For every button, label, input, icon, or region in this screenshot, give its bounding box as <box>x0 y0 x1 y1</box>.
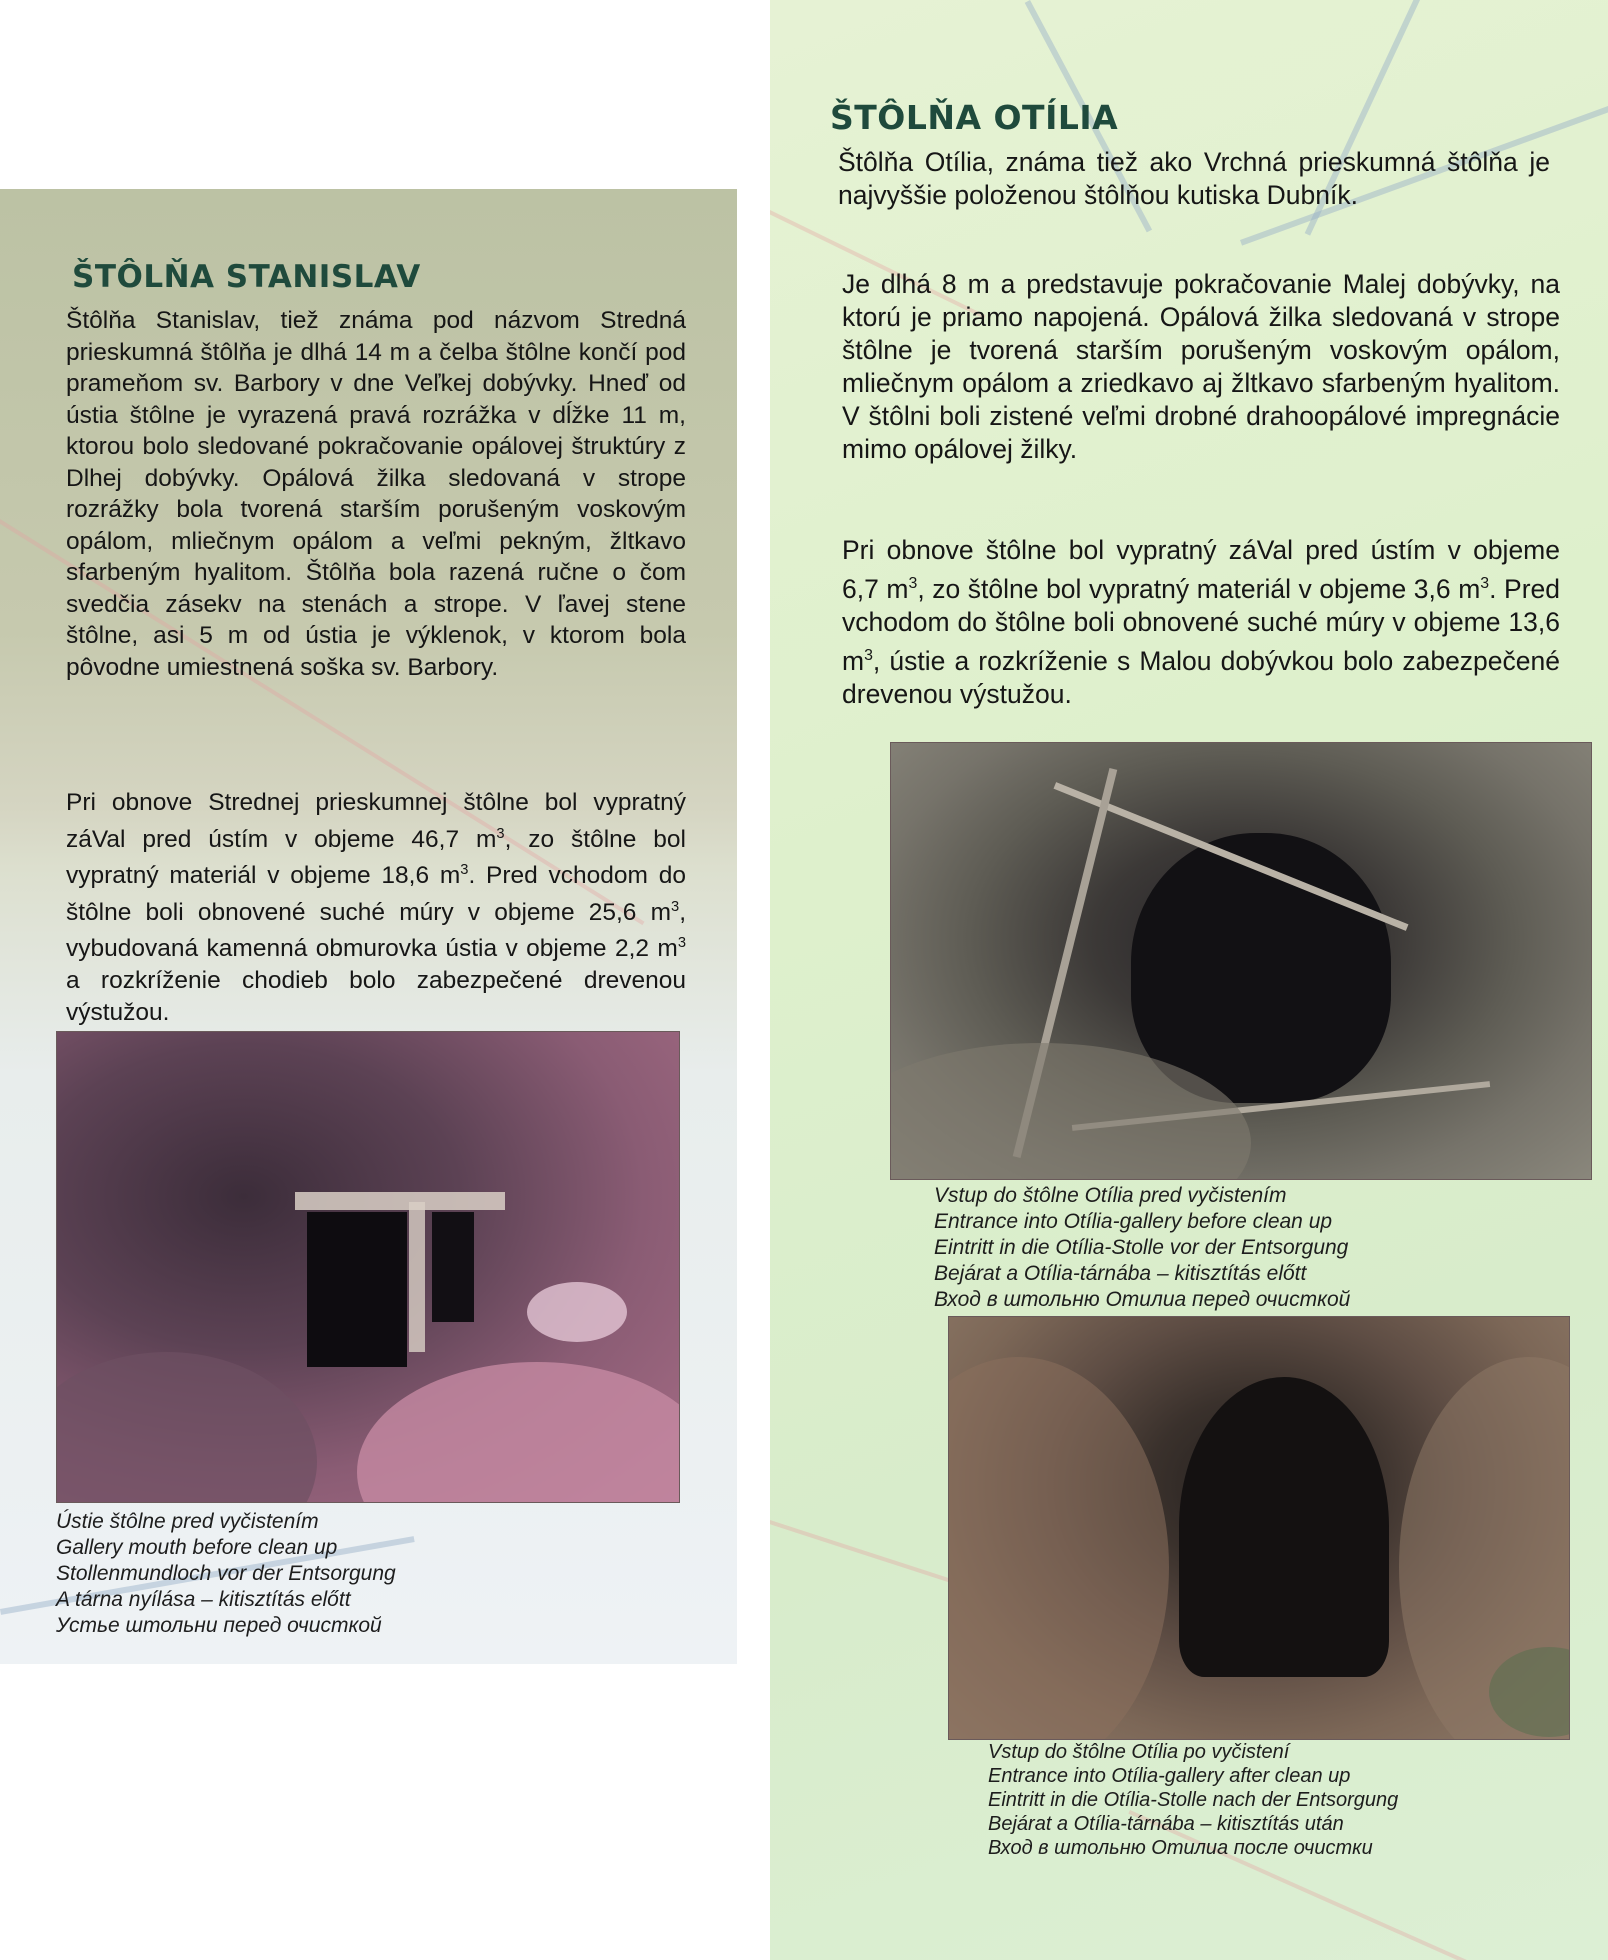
otilia-before-photo <box>890 742 1592 1180</box>
otilia-paragraph-3: Pri obnove štôlne bol vypratný záVal pred ústím v objeme 6,7 $m^3$, zo štôlne bol vypratný materiál v objeme 3,6 $m^3$. Pred vchodom do štôlne boli obnovené suché múry v objeme 13,6 $m^3$, ústie a rozkríženie s Malou dobývkou bolo zabezpečené drevenou výstužou. <box>842 535 1561 709</box>
otilia-panel <box>770 0 1608 1960</box>
otilia-before-caption: Vstup do štôlne Otília pred vyčistením Entrance into Otília-gallery before clean up Eintritt in die Otília-Stolle vor der Entsorgung Bejárat a Otília-tárnába – kitisztítás előtt Вход в штольню Отилиа перед очисткой <box>934 1184 1351 1311</box>
timber-frame <box>409 1202 425 1352</box>
otilia-paragraph-2: Je dlhá 8 m a predstavuje pokračovanie Malej dobývky, na ktorú je priamo napojená. Opálová žilka sledovaná v strope štôlne je tvorená starším porušeným voskovým opálom, mliečnym opálom a zriedkavo aj žltkavo sfarbeným hyalitom. V štôlni boli zistené veľmi drobné drahoopálové impregnácie mimo opálovej žilky. <box>842 269 1560 464</box>
otilia-title: ŠTÔLŇA OTÍLIA <box>830 98 1119 137</box>
stanislav-paragraph-2: Pri obnove Strednej prieskumnej štôlne bol vypratný záVal pred ústím v objeme 46,7 $m^3$, zo štôlne bol vypratný materiál v objeme 18,6 $m^3$. Pred vchodom do štôlne boli obnovené suché múry v objeme 25,6 $m^3$, vybudovaná kamenná obmurovka ústia v objeme 2,2 $m^3$ a rozkríženie chodieb bolo zabezpečené drevenou výstužou. <box>66 789 686 1026</box>
stanislav-title: ŠTÔLŇA STANISLAV <box>72 259 421 295</box>
rock-wall <box>948 1357 1169 1740</box>
rock <box>56 1352 317 1503</box>
gallery-opening <box>1131 833 1391 1103</box>
rock <box>527 1282 627 1342</box>
otilia-paragraph-1: Štôlňa Otília, známa tiež ako Vrchná prieskumná štôlňa je najvyššie položenou štôlňou kutiska Dubník. <box>838 147 1550 210</box>
rock <box>357 1362 680 1503</box>
otilia-after-photo <box>948 1316 1570 1740</box>
stanislav-paragraph-1: Štôlňa Stanislav, tiež známa pod názvom Stredná prieskumná štôlňa je dlhá 14 m a čelba štôlne končí pod prameňom sv. Barbory v dne Veľkej dobývky. Hneď od ústia štôlne je vyrazená pravá rozrážka v dĺžke 11 m, ktorou bolo sledované pokračovanie opálovej štruktúry z Dlhej dobývky. Opálová žilka sledovaná v strope rozrážky bola tvorená starším porušeným voskovým opálom, mliečnym opálom a veľmi pekným, žltkavo sfarbeným hyalitom. Štôlňa bola razená ručne o čom svedčia zásekv na stenách a strope. V ľavej stene štôlne, asi 5 m od ústia je výklenok, v ktorom bola pôvodne umiestnená soška sv. Barbory. <box>66 307 686 681</box>
gallery-opening <box>1179 1377 1389 1677</box>
gallery-opening <box>432 1212 474 1322</box>
stanislav-panel <box>0 189 737 1664</box>
stanislav-gallery-photo <box>56 1031 680 1503</box>
gallery-opening <box>307 1212 407 1367</box>
timber-frame <box>295 1192 505 1210</box>
otilia-after-caption: Vstup do štôlne Otília po vyčistení Entrance into Otília-gallery after clean up Eintritt in die Otília-Stolle nach der Entsorgung Bejárat a Otília-tárnába – kitisztítás után Вход в штольню Отилиа после очистки <box>988 1741 1399 1859</box>
stanislav-caption: Ústie štôlne pred vyčistením Gallery mouth before clean up Stollenmundloch vor der Entsorgung A tárna nyílása – kitisztítás előtt Устье штольни перед очисткой <box>56 1510 396 1637</box>
